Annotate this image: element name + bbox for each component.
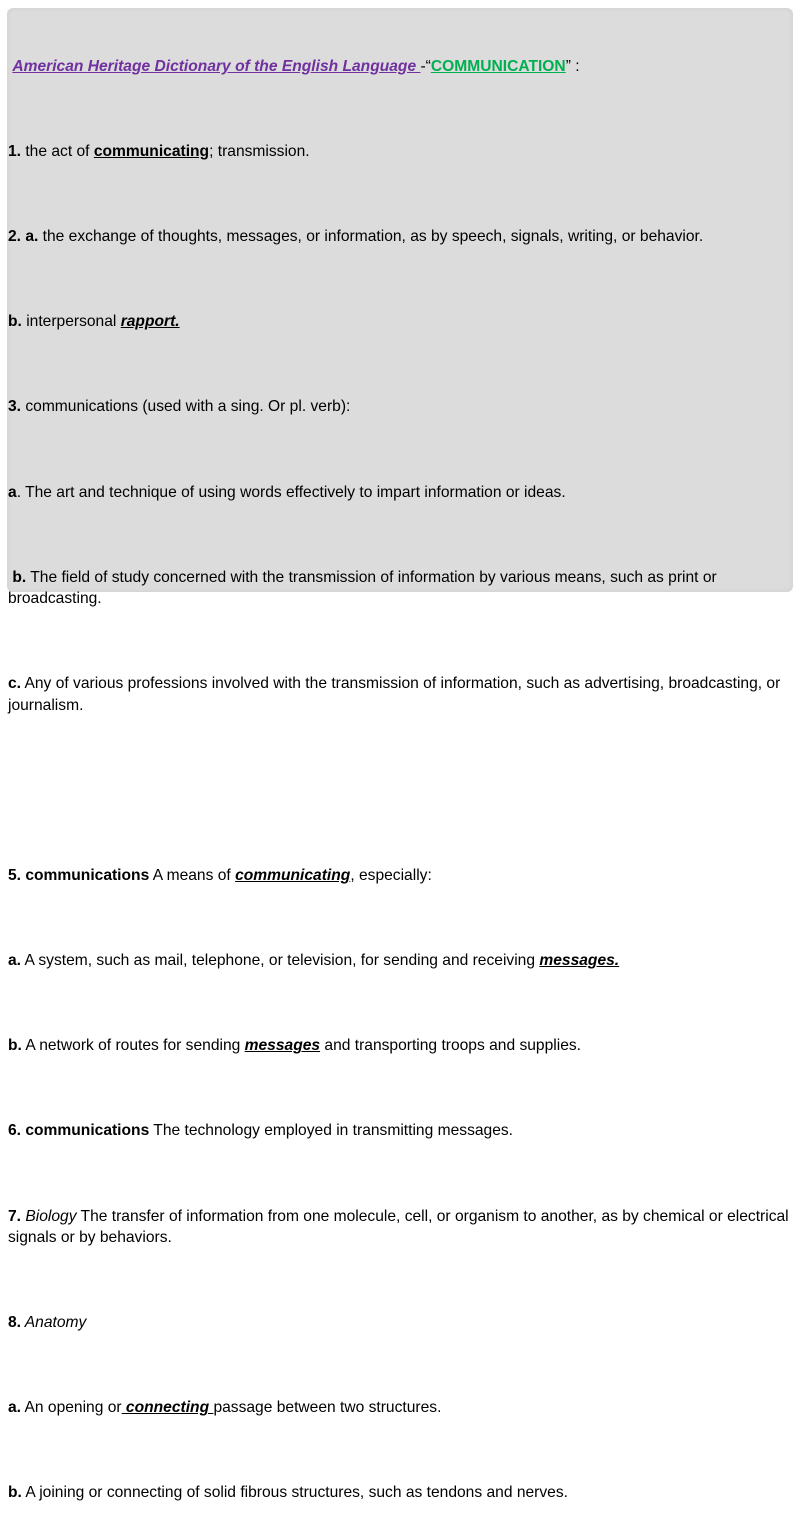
def-text: the exchange of thoughts, messages, or information, as by speech, signals, writing, or behavior. bbox=[38, 227, 704, 245]
def-8 bbox=[8, 1312, 798, 1333]
def-text: Any of various professions involved with the transmission of information, such as advertising, broadcasting, or journalism. bbox=[8, 675, 785, 714]
open-quote: -“ bbox=[420, 57, 431, 75]
def-3b bbox=[8, 567, 798, 610]
def-text: the act of bbox=[21, 142, 94, 160]
source-link[interactable]: American Heritage Dictionary of the English Language bbox=[12, 57, 421, 75]
def-text: interpersonal bbox=[21, 313, 121, 331]
def-text: The technology employed in transmitting messages. bbox=[149, 1122, 514, 1140]
def-2a bbox=[8, 226, 798, 247]
def-5b bbox=[8, 1035, 798, 1056]
def-text: ; transmission. bbox=[209, 142, 310, 160]
def-8a bbox=[8, 1397, 798, 1418]
definition-text bbox=[8, 13, 798, 1525]
def-number: a. bbox=[8, 1399, 22, 1417]
spacer bbox=[8, 780, 798, 801]
field-label: Biology bbox=[21, 1207, 77, 1225]
def-text: , especially: bbox=[350, 866, 432, 884]
def-text: communications (used with a sing. Or pl. verb): bbox=[21, 398, 351, 416]
def-text: An opening or bbox=[21, 1399, 122, 1417]
def-number: b. bbox=[8, 313, 22, 331]
def-3 bbox=[8, 396, 798, 417]
def-3a bbox=[8, 482, 798, 503]
def-number: 8. bbox=[8, 1314, 22, 1332]
def-number: 2. a. bbox=[8, 227, 39, 245]
def-text: A means of bbox=[149, 866, 236, 884]
close-quote: ” : bbox=[565, 57, 580, 75]
def-5 bbox=[8, 865, 798, 886]
def-text: The transfer of information from one molecule, cell, or organism to another, as by chemical or electrical signals or by behaviors. bbox=[8, 1207, 793, 1246]
field-label: Anatomy bbox=[21, 1314, 87, 1332]
def-text: A system, such as mail, telephone, or television, for sending and receiving bbox=[21, 952, 540, 970]
def-2b bbox=[8, 311, 798, 332]
def-number: 7. bbox=[8, 1207, 22, 1225]
term-link[interactable]: rapport. bbox=[120, 313, 180, 331]
def-3c bbox=[8, 673, 798, 716]
term-link[interactable]: messages bbox=[244, 1037, 321, 1055]
def-number: 1. bbox=[8, 142, 22, 160]
def-number: c. bbox=[8, 675, 22, 693]
term-link[interactable]: communicating bbox=[235, 866, 351, 884]
headword: COMMUNICATION bbox=[430, 57, 566, 75]
term-link[interactable]: messages. bbox=[539, 952, 620, 970]
def-number: a. bbox=[8, 952, 22, 970]
term-link[interactable]: connecting bbox=[121, 1399, 214, 1417]
def-7 bbox=[8, 1206, 798, 1249]
def-text: passage between two structures. bbox=[213, 1399, 442, 1417]
def-text: A network of routes for sending bbox=[21, 1037, 245, 1055]
def-8b bbox=[8, 1482, 798, 1503]
def-number: b. bbox=[12, 568, 27, 586]
def-text: . The art and technique of using words effectively to impart information or ideas. bbox=[16, 483, 566, 501]
def-number: a bbox=[8, 483, 17, 501]
def-number: b. bbox=[8, 1037, 22, 1055]
def-text: The field of study concerned with the transmission of information by various means, such as print or broadcasting. bbox=[8, 568, 722, 608]
heading-line bbox=[8, 56, 798, 77]
def-text: and transporting troops and supplies. bbox=[320, 1037, 582, 1055]
def-text: A joining or connecting of solid fibrous structures, such as tendons and nerves. bbox=[21, 1484, 568, 1502]
def-number: 6. communications bbox=[8, 1122, 150, 1140]
def-5a bbox=[8, 950, 798, 971]
def-number: 5. communications bbox=[8, 866, 150, 884]
def-number: b. bbox=[8, 1484, 22, 1502]
def-number: 3. bbox=[8, 398, 22, 416]
def-1 bbox=[8, 141, 798, 162]
term-link[interactable]: communicating bbox=[93, 142, 210, 160]
def-6 bbox=[8, 1120, 798, 1141]
